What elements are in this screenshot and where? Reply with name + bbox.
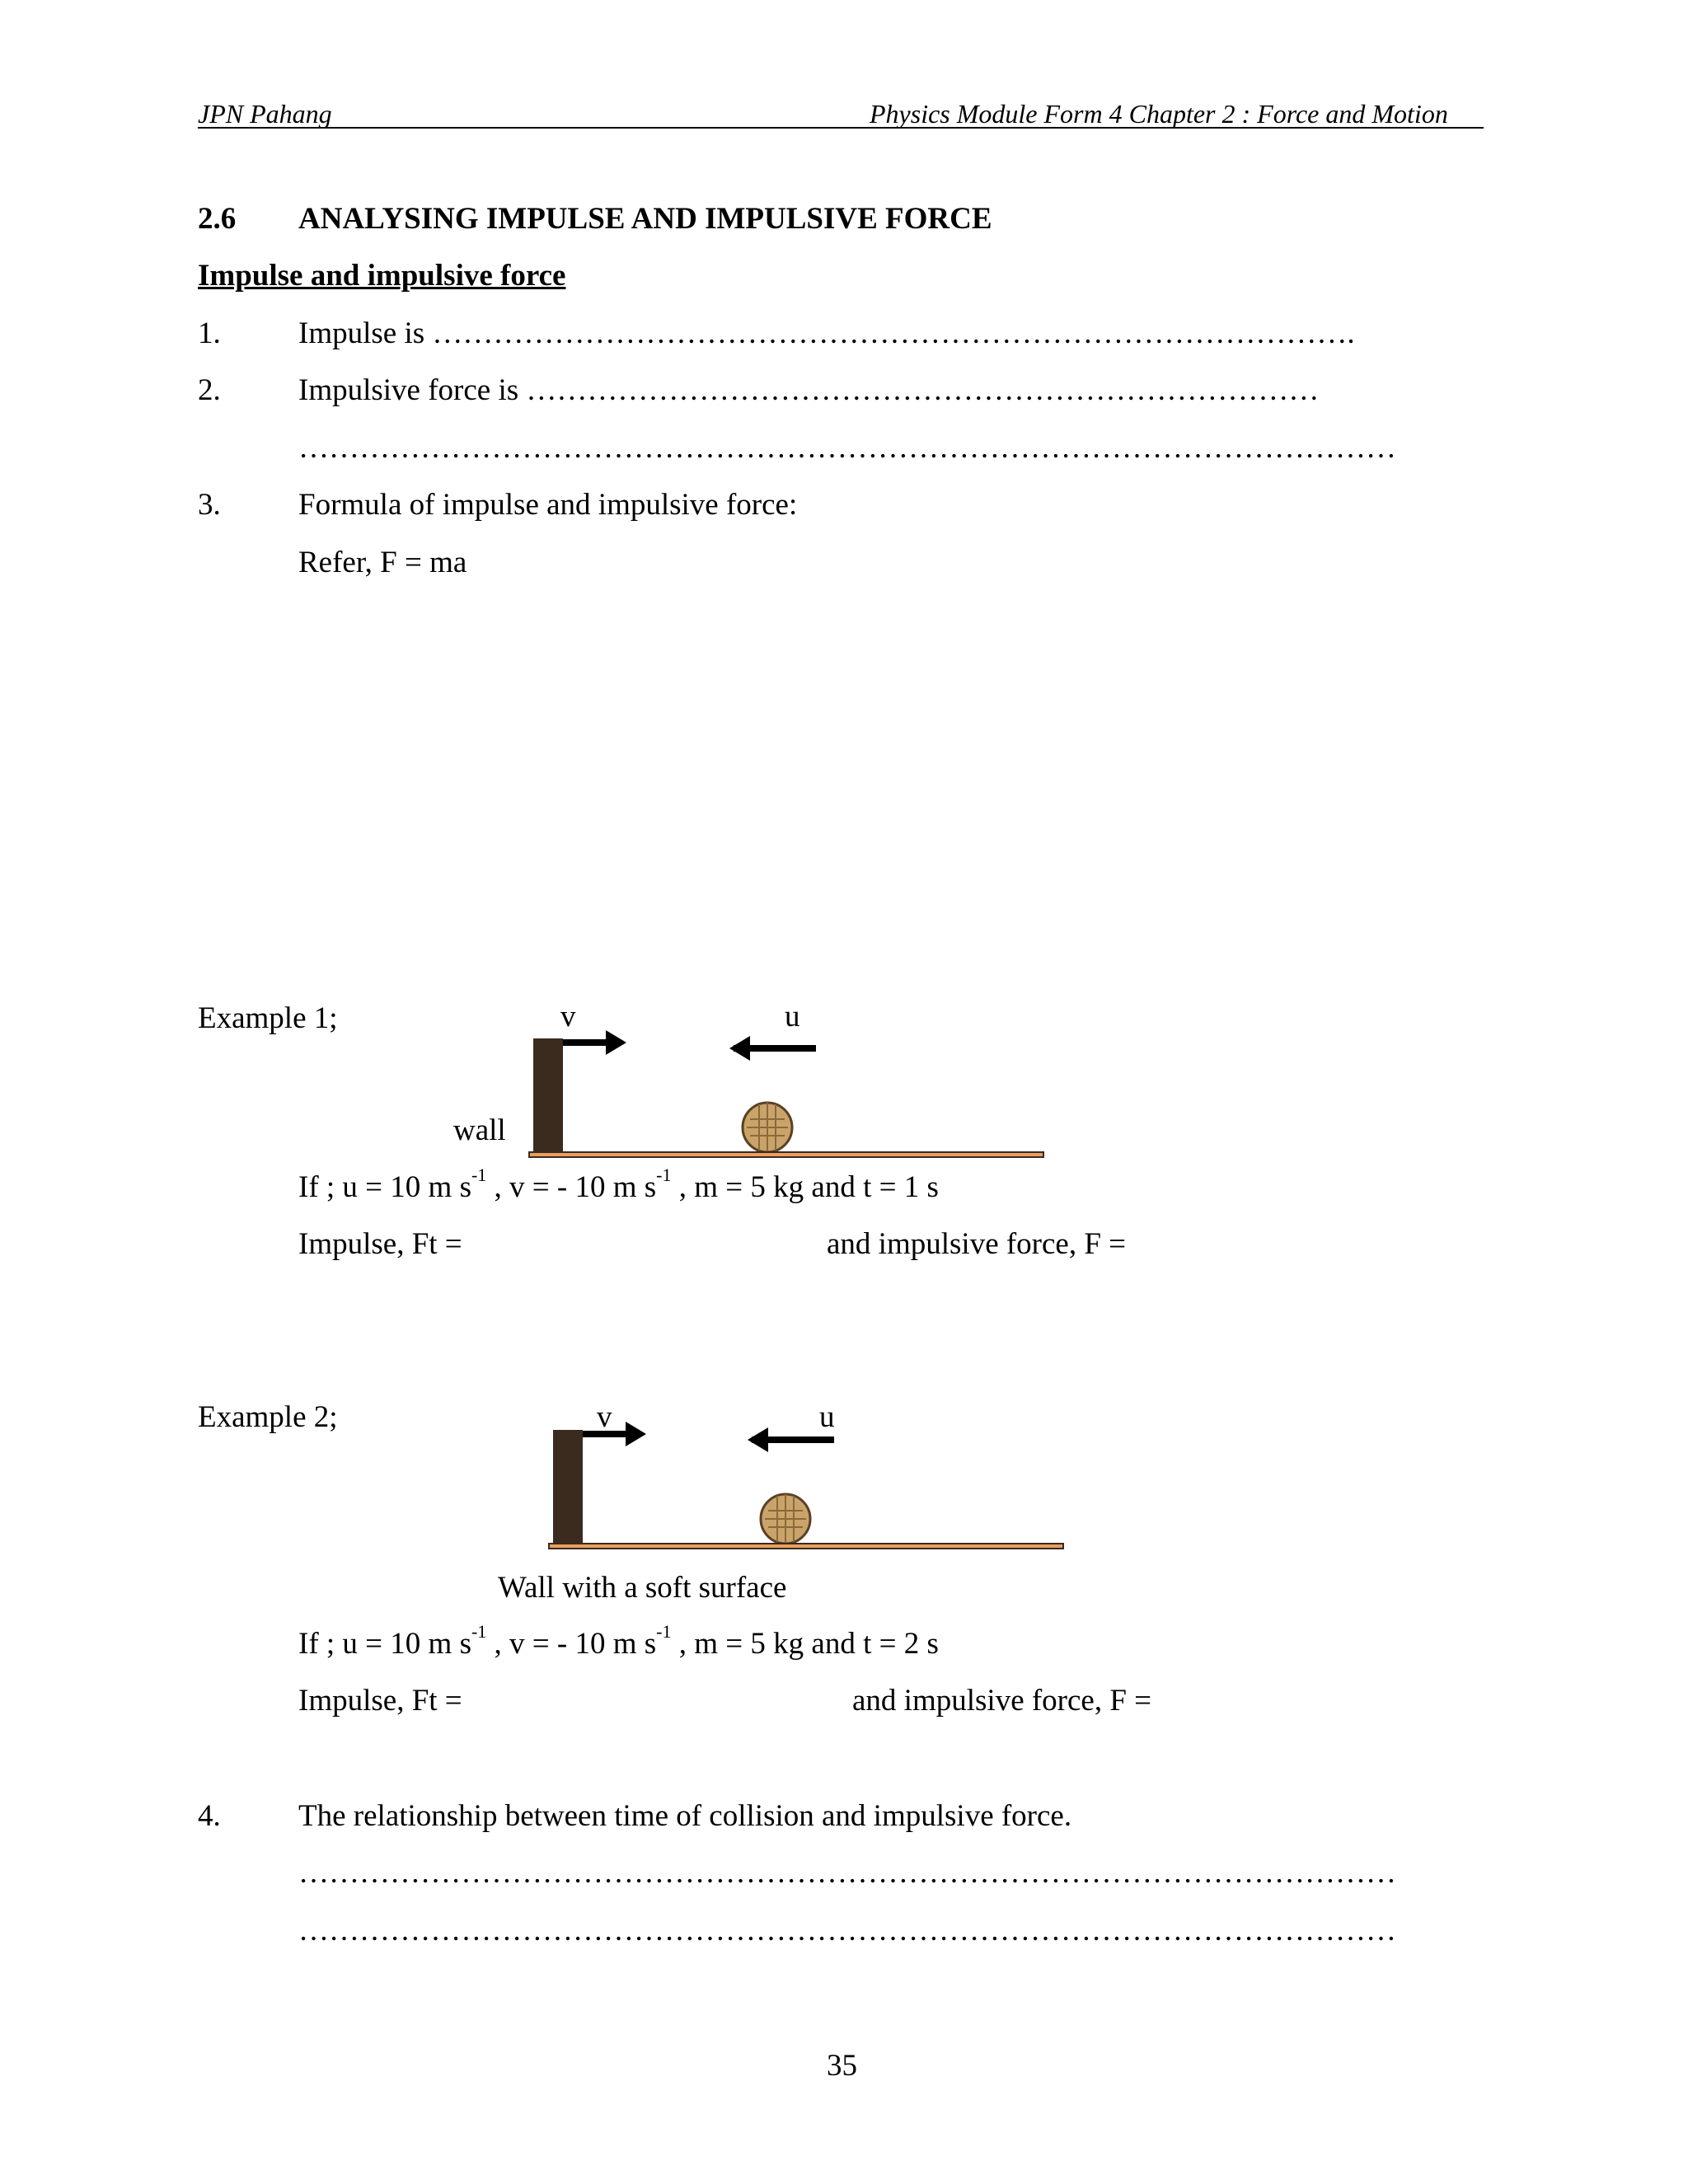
- example-1-wall-label: wall: [453, 1113, 506, 1147]
- item-4-text: The relationship between time of collision and impulsive force.: [298, 1799, 1072, 1833]
- item-2-number: 2.: [198, 373, 221, 407]
- example-1-given: If ; u = 10 m $s^{-1}$ , v = - 10 m $s^{-1}$ , m = 5 kg and t = 1 s: [298, 1165, 939, 1204]
- example-1-impulse: Impulse, Ft =: [298, 1227, 462, 1261]
- item-1-text: Impulse is ……………………………………………………………………………….: [298, 316, 1355, 350]
- example-2-v-label: v: [597, 1400, 612, 1434]
- example-2-impulse: Impulse, Ft =: [298, 1684, 462, 1718]
- floor: [549, 1544, 1063, 1549]
- item-2-text: Impulsive force is ……………………………………………………………………: [298, 373, 1320, 407]
- example-2-given: If ; u = 10 m $s^{-1}$ , v = - 10 m $s^{-1}$ , m = 5 kg and t = 2 s: [298, 1621, 939, 1661]
- floor: [529, 1152, 1043, 1157]
- u-arrow-head: [729, 1036, 750, 1061]
- example-2-u-label: u: [819, 1400, 835, 1434]
- u-arrow-head: [748, 1427, 768, 1452]
- example-1-v-label: v: [560, 1000, 576, 1033]
- header-rule: [198, 127, 1484, 129]
- page-number: 35: [827, 2049, 857, 2083]
- example-2-force: and impulsive force, F =: [852, 1684, 1152, 1718]
- wall-block: [553, 1430, 583, 1545]
- item-4-answer-line-1: ………………………………………………………………………………………………: [298, 1856, 1396, 1890]
- v-arrow-head: [606, 1030, 626, 1055]
- item-1-number: 1.: [198, 316, 221, 350]
- item-4-answer-line-2: ………………………………………………………………………………………………: [298, 1914, 1396, 1947]
- section-number: 2.6: [198, 202, 237, 236]
- wall-block: [533, 1038, 563, 1154]
- header-right: Physics Module Form 4 Chapter 2 : Force and Motion: [870, 99, 1448, 129]
- example-1-u-label: u: [785, 1000, 800, 1033]
- item-4-number: 4.: [198, 1799, 221, 1833]
- item-2-continuation: ………………………………………………………………………………………………: [298, 431, 1396, 465]
- example-2-diagram: [513, 1413, 1090, 1562]
- section-subheading: Impulse and impulsive force: [198, 259, 566, 293]
- example-2-label: Example 2;: [198, 1400, 338, 1434]
- example-2-wall-label: Wall with a soft surface: [498, 1571, 787, 1605]
- item-3-formula: Refer, F = ma: [298, 546, 467, 579]
- item-3-text: Formula of impulse and impulsive force:: [298, 488, 798, 522]
- section-title: ANALYSING IMPULSE AND IMPULSIVE FORCE: [298, 202, 992, 236]
- item-3-number: 3.: [198, 488, 221, 522]
- example-1-force: and impulsive force, F =: [827, 1227, 1127, 1261]
- example-1-label: Example 1;: [198, 1001, 338, 1035]
- header-left: JPN Pahang: [198, 99, 332, 129]
- v-arrow-head: [626, 1422, 646, 1446]
- example-1-diagram: [495, 1022, 1071, 1170]
